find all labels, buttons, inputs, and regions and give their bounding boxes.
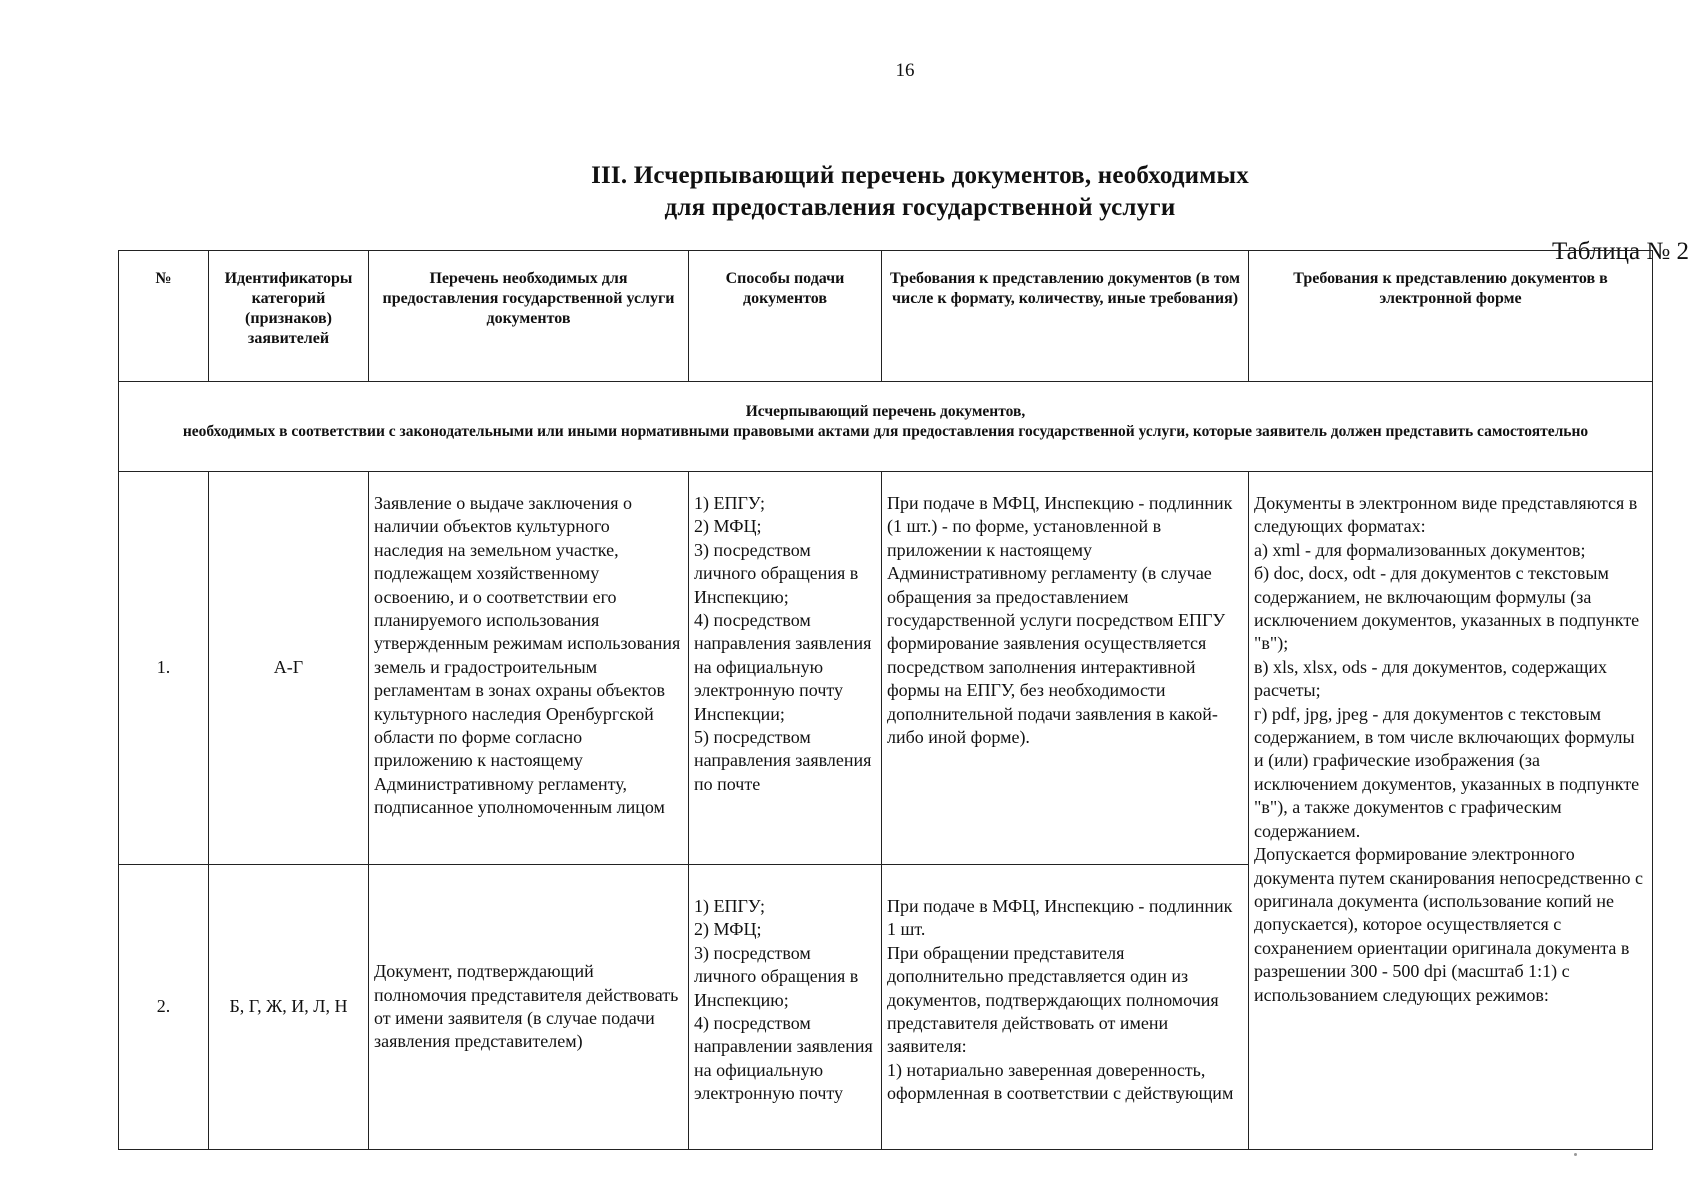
header-electronic-requirements: Требования к представлению документов в электронной форме [1249, 251, 1653, 382]
row-document: Заявление о выдаче заключения о наличии объектов культурного наследия на земельном участке, подлежащем хозяйственному освоению, и о соответствии его планируемого использования утвержденным режимам использования земель и градостроительным регламентам в зонах охраны объектов культурного наследия Оренбургской области по форме согласно приложению к настоящему Административному регламенту, подписанное уполномоченным лицом [369, 472, 689, 865]
row-number: 2. [119, 865, 209, 1150]
row-number: 1. [119, 472, 209, 865]
subheader-line1: Исчерпывающий перечень документов, [745, 403, 1026, 420]
header-number: № [119, 251, 209, 382]
row-requirements: При подаче в МФЦ, Инспекцию - подлинник 1 шт. При обращении представителя дополнительно представляется один из документов, подтверждающих полномочия представителя действовать от имени заявителя: 1) нотариально заверенная доверенность, оформленная в соответствии с действующим [882, 865, 1249, 1150]
row-requirements: При подаче в МФЦ, Инспекцию - подлинник (1 шт.) - по форме, установленной в приложении к настоящему Административному регламенту (в случае обращения за предоставлением государственной услуги посредством ЕПГУ формирование заявления осуществляется посредством заполнения интерактивной формы на ЕПГУ, без необходимости дополнительной подачи заявления в какой-либо иной форме). [882, 472, 1249, 865]
header-documents-list: Перечень необходимых для предоставления государственной услуги документов [369, 251, 689, 382]
scan-speck [1574, 1153, 1577, 1156]
header-submission-methods: Способы подачи документов [689, 251, 882, 382]
header-requirements: Требования к представлению документов (в том числе к формату, количеству, иные требования) [882, 251, 1249, 382]
table-subheader [119, 382, 1653, 472]
row-document: Документ, подтверждающий полномочия представителя действовать от имени заявителя (в случае подачи заявления представителем) [369, 865, 689, 1150]
table-subheader-row [119, 382, 1653, 472]
documents-table [118, 250, 1653, 1150]
page-number: 16 [895, 60, 915, 81]
row-methods: 1) ЕПГУ; 2) МФЦ; 3) посредством личного обращения в Инспекцию; 4) посредством направления заявления на официальную электронную почту Инспекции; 5) посредством направления заявления по почте [689, 472, 882, 865]
row-methods: 1) ЕПГУ; 2) МФЦ; 3) посредством личного обращения в Инспекцию; 4) посредством направлении заявления на официальную электронную почту [689, 865, 882, 1150]
table-header-row [119, 251, 1653, 382]
subheader-line2: необходимых в соответствии с законодательными или иными нормативными правовыми актами для предоставления государственной услуги, которые заявитель должен представить самостоятельно [182, 423, 1589, 440]
table-number: Таблица № 2 [1551, 238, 1689, 265]
row-identifiers: Б, Г, Ж, И, Л, Н [209, 865, 369, 1150]
table-row [119, 472, 1653, 865]
electronic-requirements: Документы в электронном виде представляются в следующих форматах: а) xml - для формализованных документов; б) doc, docx, odt - для документов с текстовым содержанием, не включающим формулы (за исключением документов, указанных в подпункте "в"); в) xls, xlsx, ods - для документов, содержащих расчеты; г) pdf, jpg, jpeg - для документов с текстовым содержанием, в том числе включающих формулы и (или) графические изображения (за исключением документов, указанных в подпункте "в"), а также документов с графическим содержанием. Допускается формирование электронного документа путем сканирования непосредственно с оригинала документа (использование копий не допускается), которое осуществляется с сохранением ориентации оригинала документа в разрешении 300 - 500 dpi (масштаб 1:1) с использованием следующих режимов: [1249, 472, 1653, 1150]
section-title [470, 160, 1370, 224]
section-title-line1: III. Исчерпывающий перечень документов, необходимых [591, 162, 1249, 189]
header-identifiers: Идентификаторы категорий (признаков) заявителей [209, 251, 369, 382]
row-identifiers: А-Г [209, 472, 369, 865]
section-title-line2: для предоставления государственной услуги [664, 194, 1176, 221]
